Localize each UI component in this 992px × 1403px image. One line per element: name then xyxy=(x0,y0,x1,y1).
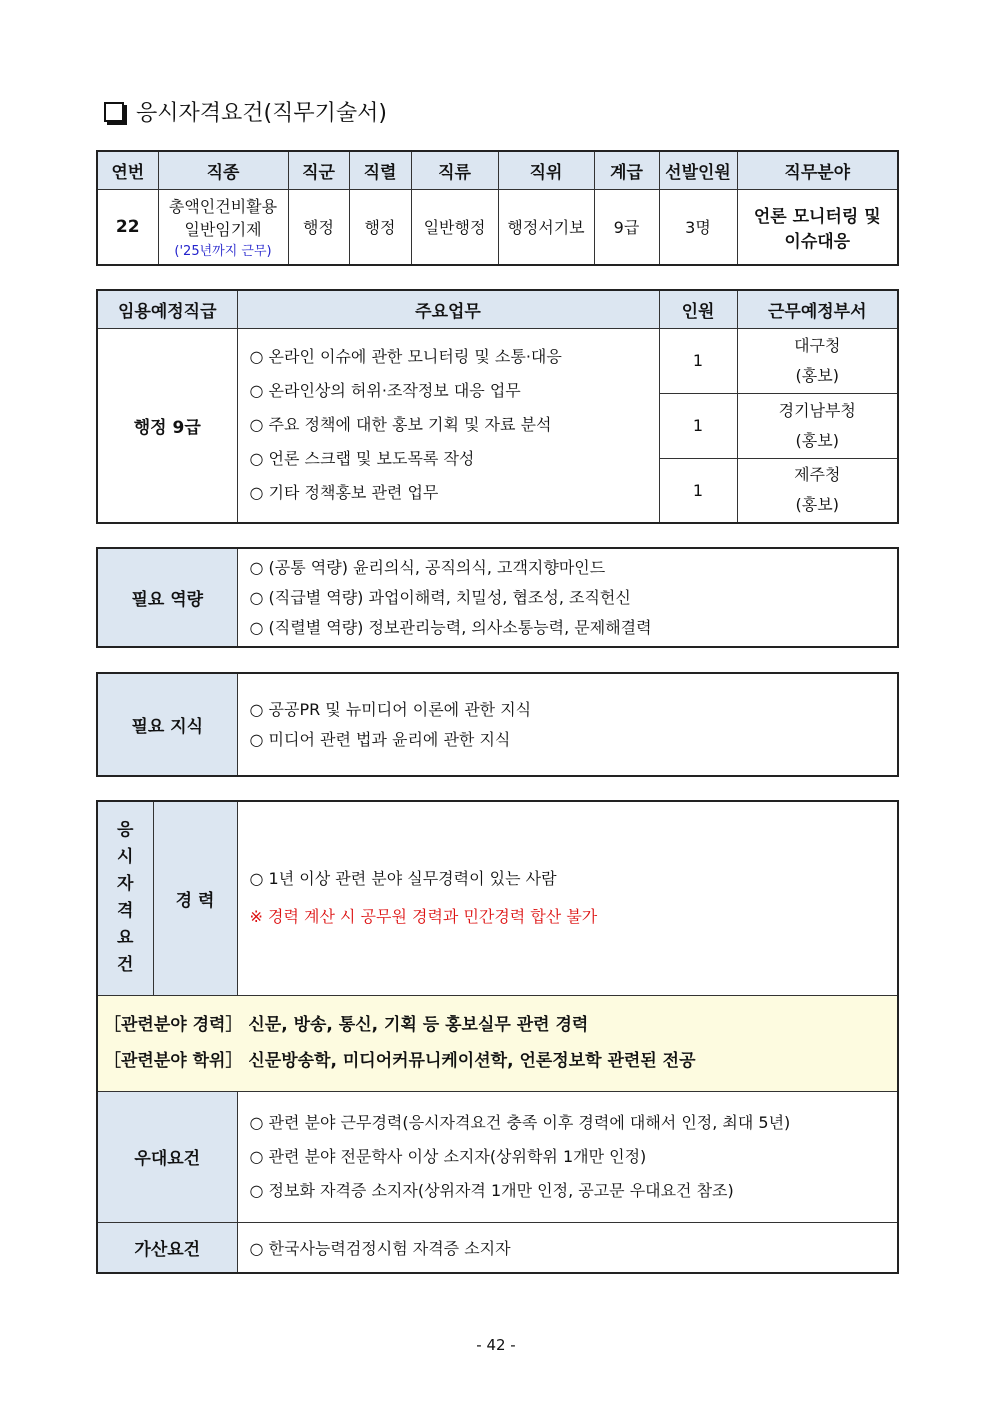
preference-cell xyxy=(237,1091,898,1222)
vertical-char: 격 xyxy=(117,901,134,922)
duty-item: ○ 온라인 이슈에 관한 모니터링 및 소통·대응 xyxy=(249,347,562,367)
bonus-label: 가산요건 xyxy=(97,1222,237,1273)
dept-sub: (홍보) xyxy=(795,430,839,450)
related-degree: ［관련분야 학위］ 신문방송학, 미디어커뮤니케이션학, 언론정보학 관련된 전공 xyxy=(104,1051,696,1071)
career-label: 경 력 xyxy=(153,801,237,995)
header-field: 직무분야 xyxy=(737,151,898,189)
header-class: 직류 xyxy=(411,151,498,189)
dept-count: 1 xyxy=(659,393,737,458)
row-series: 행정 xyxy=(349,189,411,265)
row-group: 행정 xyxy=(288,189,349,265)
header-dept: 근무예정부서 xyxy=(737,290,898,328)
competency-item: ○ (공통 역량) 윤리의식, 공직의식, 고객지향마인드 xyxy=(249,557,606,577)
competency-label: 필요 역량 xyxy=(97,548,237,647)
vertical-char: 요 xyxy=(117,928,134,949)
competency-cell xyxy=(237,548,898,647)
competency-table xyxy=(96,547,899,648)
header-group: 직군 xyxy=(288,151,349,189)
row-type-line2: 일반임기제 xyxy=(184,220,262,240)
dept-cell xyxy=(737,393,898,458)
header-duties: 주요업무 xyxy=(237,290,659,328)
duty-item: ○ 온라인상의 허위·조작정보 대응 업무 xyxy=(249,381,521,401)
duty-item: ○ 주요 정책에 대한 홍보 기획 및 자료 분석 xyxy=(249,415,552,435)
row-position: 행정서기보 xyxy=(498,189,594,265)
bonus-item: ○ 한국사능력검정시험 자격증 소지자 xyxy=(237,1222,898,1273)
dept-sub: (홍보) xyxy=(795,495,839,515)
title-text: 응시자격요건(직무기술서) xyxy=(136,101,387,126)
row-field-line2: 이슈대응 xyxy=(784,231,851,252)
knowledge-item: ○ 미디어 관련 법과 윤리에 관한 지식 xyxy=(249,729,511,749)
dept-name: 경기남부청 xyxy=(778,400,856,420)
duties-table xyxy=(96,289,899,524)
row-type xyxy=(158,189,288,265)
dept-name: 대구청 xyxy=(794,335,841,355)
row-count: 3명 xyxy=(659,189,737,265)
duty-item: ○ 언론 스크랩 및 보도목록 작성 xyxy=(249,449,475,469)
checkbox-icon xyxy=(104,102,124,122)
vertical-char: 시 xyxy=(117,847,134,868)
knowledge-label: 필요 지식 xyxy=(97,673,237,776)
dept-name: 제주청 xyxy=(794,465,841,485)
header-type: 직종 xyxy=(158,151,288,189)
competency-item: ○ (직렬별 역량) 정보관리능력, 의사소통능력, 문제해결력 xyxy=(249,617,652,637)
preference-item: ○ 관련 분야 전문학사 이상 소지자(상위학위 1개만 인정) xyxy=(249,1146,647,1166)
rank-cell: 행정 9급 xyxy=(97,328,237,523)
vertical-char: 응 xyxy=(117,820,134,841)
header-grade: 계급 xyxy=(594,151,659,189)
page-title xyxy=(104,96,387,127)
dept-sub: (홍보) xyxy=(795,365,839,385)
row-no: 22 xyxy=(97,189,158,265)
qualification-vertical-label xyxy=(97,801,153,995)
career-item: ○ 1년 이상 관련 분야 실무경력이 있는 사람 xyxy=(249,869,557,889)
duties-cell xyxy=(237,328,659,523)
header-headcount: 인원 xyxy=(659,290,737,328)
preference-item: ○ 관련 분야 근무경력(응시자격요건 충족 이후 경력에 대해서 인정, 최대 5년) xyxy=(249,1112,791,1132)
knowledge-item: ○ 공공PR 및 뉴미디어 이론에 관한 지식 xyxy=(249,699,532,719)
row-grade: 9급 xyxy=(594,189,659,265)
page-number: - 42 - xyxy=(476,1336,516,1354)
row-type-note: ('25년까지 근무) xyxy=(174,244,272,260)
row-type-line1: 총액인건비활용 xyxy=(168,197,278,217)
dept-count: 1 xyxy=(659,328,737,393)
competency-item: ○ (직급별 역량) 과업이해력, 치밀성, 협조성, 조직헌신 xyxy=(249,587,631,607)
dept-cell xyxy=(737,328,898,393)
career-note: ※ 경력 계산 시 공무원 경력과 민간경력 합산 불가 xyxy=(249,907,598,927)
position-table xyxy=(96,150,899,266)
knowledge-cell xyxy=(237,673,898,776)
header-no: 연번 xyxy=(97,151,158,189)
preference-item: ○ 정보화 자격증 소지자(상위자격 1개만 인정, 공고문 우대요건 참조) xyxy=(249,1180,734,1200)
related-field-cell xyxy=(97,995,898,1091)
knowledge-table xyxy=(96,672,899,777)
header-rank: 임용예정직급 xyxy=(97,290,237,328)
duty-item: ○ 기타 정책홍보 관련 업무 xyxy=(249,483,439,503)
dept-count: 1 xyxy=(659,458,737,523)
header-position: 직위 xyxy=(498,151,594,189)
row-field xyxy=(737,189,898,265)
career-cell xyxy=(237,801,898,995)
header-count: 선발인원 xyxy=(659,151,737,189)
header-series: 직렬 xyxy=(349,151,411,189)
dept-cell xyxy=(737,458,898,523)
preference-label: 우대요건 xyxy=(97,1091,237,1222)
vertical-char: 건 xyxy=(117,955,134,976)
row-field-line1: 언론 모니터링 및 xyxy=(753,206,881,227)
row-class: 일반행정 xyxy=(411,189,498,265)
vertical-char: 자 xyxy=(117,874,134,895)
related-career: ［관련분야 경력］ 신문, 방송, 통신, 기획 등 홍보실무 관련 경력 xyxy=(104,1015,589,1035)
qualification-table xyxy=(96,800,899,1274)
